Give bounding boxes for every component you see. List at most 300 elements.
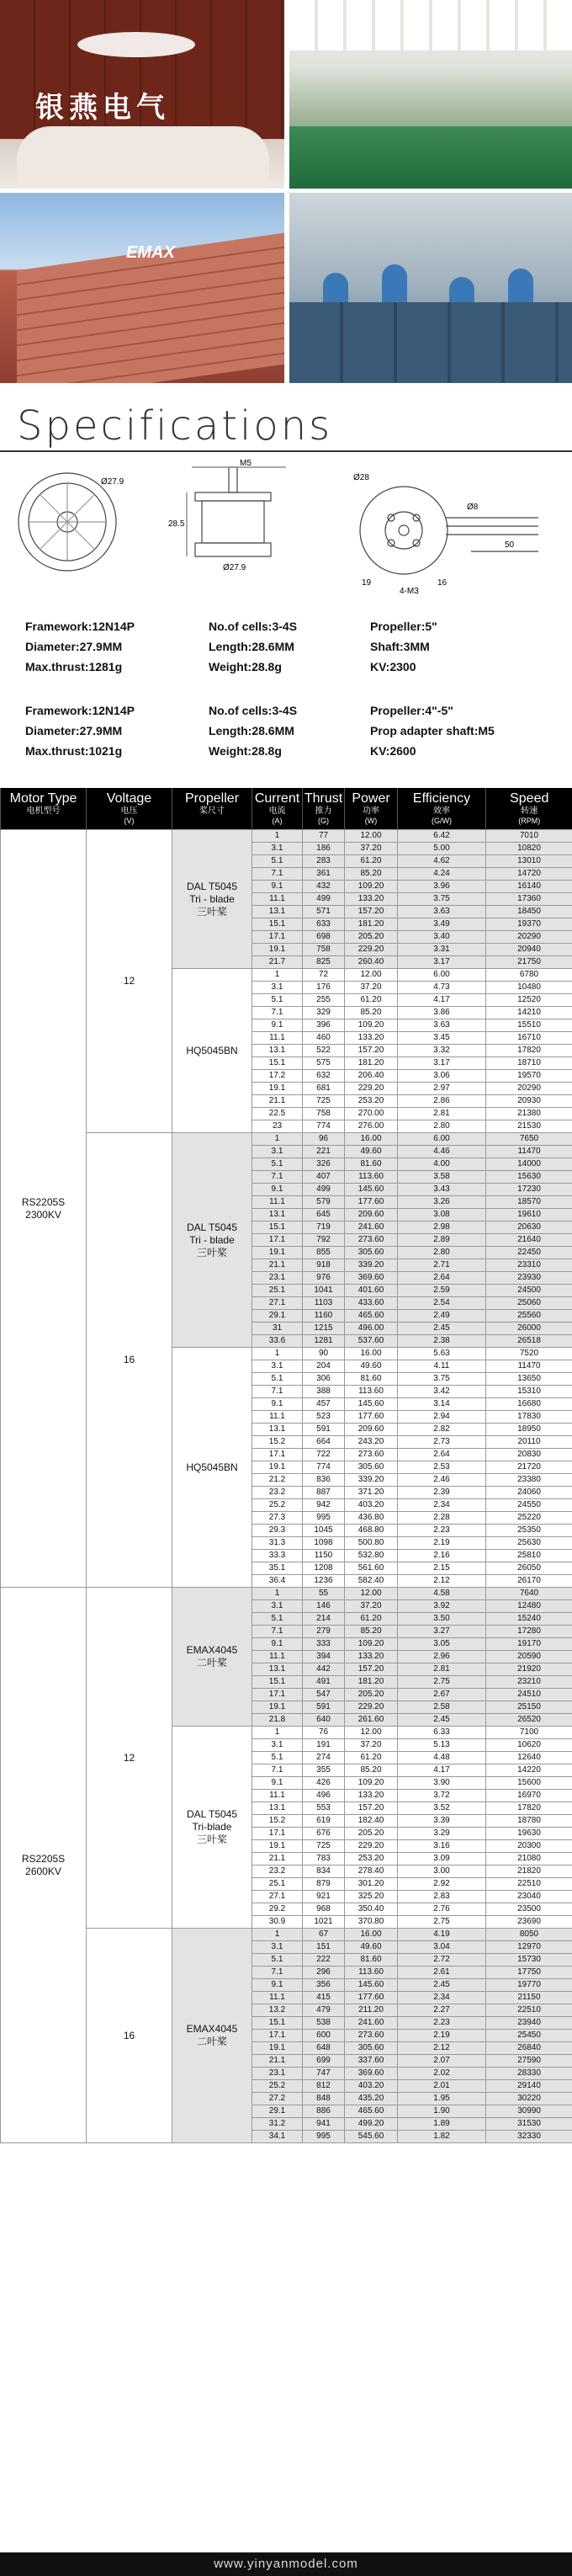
efficiency-cell: 3.90 <box>398 1777 486 1790</box>
efficiency-cell: 2.59 <box>398 1285 486 1297</box>
speed-cell: 18780 <box>486 1815 572 1828</box>
power-cell: 205.20 <box>345 1689 398 1701</box>
voltage-cell: 12 <box>87 830 172 1133</box>
current-cell: 22.5 <box>252 1108 303 1120</box>
power-cell: 81.60 <box>345 1954 398 1967</box>
spec-block-1-col3: Propeller:5" Shaft:3MM KV:2300 <box>370 620 437 673</box>
current-cell: 9.1 <box>252 1019 303 1032</box>
power-cell: 109.20 <box>345 1019 398 1032</box>
speed-cell: 20830 <box>486 1449 572 1461</box>
thrust-cell: 722 <box>303 1449 345 1461</box>
speed-cell: 29140 <box>486 2080 572 2093</box>
power-cell: 545.60 <box>345 2131 398 2143</box>
power-cell: 109.20 <box>345 1777 398 1790</box>
spec-block-2-col3: Propeller:4"-5" Prop adapter shaft:M5 KV:2600 <box>370 704 495 758</box>
efficiency-cell: 3.08 <box>398 1209 486 1221</box>
speed-cell: 10620 <box>486 1739 572 1752</box>
power-cell: 465.60 <box>345 1310 398 1323</box>
efficiency-cell: 3.31 <box>398 944 486 956</box>
current-cell: 21.8 <box>252 1714 303 1727</box>
divider <box>0 450 572 452</box>
current-cell: 15.1 <box>252 1676 303 1689</box>
efficiency-cell: 2.97 <box>398 1083 486 1095</box>
power-cell: 157.20 <box>345 1802 398 1815</box>
current-cell: 9.1 <box>252 1398 303 1411</box>
table-row <box>1 1133 572 1146</box>
thrust-cell: 329 <box>303 1007 345 1019</box>
column-header: Speed 转速 (RPM) <box>486 788 572 830</box>
power-cell: 261.60 <box>345 1714 398 1727</box>
thrust-cell: 1281 <box>303 1335 345 1348</box>
efficiency-cell: 1.82 <box>398 2131 486 2143</box>
thrust-cell: 415 <box>303 1992 345 2004</box>
efficiency-cell: 2.72 <box>398 1954 486 1967</box>
thrust-cell: 812 <box>303 2080 345 2093</box>
thrust-cell: 547 <box>303 1689 345 1701</box>
svg-text:28.5: 28.5 <box>168 519 185 529</box>
speed-cell: 14210 <box>486 1007 572 1019</box>
thrust-cell: 499 <box>303 1184 345 1196</box>
power-cell: 37.20 <box>345 1600 398 1613</box>
speed-cell: 23500 <box>486 1903 572 1916</box>
efficiency-cell: 2.75 <box>398 1676 486 1689</box>
current-cell: 23.2 <box>252 1865 303 1878</box>
efficiency-cell: 5.00 <box>398 843 486 855</box>
thrust-cell: 774 <box>303 1120 345 1133</box>
motor-bottom-view <box>19 473 116 571</box>
power-cell: 500.80 <box>345 1537 398 1550</box>
speed-cell: 13010 <box>486 855 572 868</box>
current-cell: 15.2 <box>252 1815 303 1828</box>
speed-cell: 21380 <box>486 1108 572 1120</box>
efficiency-cell: 2.02 <box>398 2068 486 2080</box>
power-cell: 177.60 <box>345 1196 398 1209</box>
efficiency-cell: 2.64 <box>398 1449 486 1461</box>
efficiency-cell: 2.58 <box>398 1701 486 1714</box>
thrust-cell: 571 <box>303 906 345 918</box>
speed-cell: 25630 <box>486 1537 572 1550</box>
current-cell: 1 <box>252 1929 303 1941</box>
efficiency-cell: 2.23 <box>398 1525 486 1537</box>
speed-cell: 7010 <box>486 830 572 843</box>
thrust-cell: 279 <box>303 1626 345 1638</box>
current-cell: 7.1 <box>252 1007 303 1019</box>
power-cell: 276.00 <box>345 1120 398 1133</box>
power-cell: 157.20 <box>345 1663 398 1676</box>
current-cell: 33.6 <box>252 1335 303 1348</box>
efficiency-cell: 2.92 <box>398 1878 486 1891</box>
power-cell: 532.80 <box>345 1550 398 1562</box>
power-cell: 465.60 <box>345 2105 398 2118</box>
efficiency-cell: 2.76 <box>398 1903 486 1916</box>
current-cell: 7.1 <box>252 1386 303 1398</box>
current-cell: 34.1 <box>252 2131 303 2143</box>
thrust-cell: 921 <box>303 1891 345 1903</box>
efficiency-cell: 2.83 <box>398 1891 486 1903</box>
current-cell: 11.1 <box>252 1032 303 1045</box>
efficiency-cell: 3.14 <box>398 1398 486 1411</box>
power-cell: 273.60 <box>345 1449 398 1461</box>
speed-cell: 7100 <box>486 1727 572 1739</box>
efficiency-cell: 2.23 <box>398 2017 486 2030</box>
workshop-photo <box>289 0 572 189</box>
speed-cell: 23040 <box>486 1891 572 1903</box>
thrust-cell: 388 <box>303 1386 345 1398</box>
current-cell: 3.1 <box>252 982 303 994</box>
current-cell: 3.1 <box>252 1146 303 1158</box>
thrust-cell: 204 <box>303 1360 345 1373</box>
current-cell: 25.2 <box>252 1499 303 1512</box>
thrust-cell: 792 <box>303 1234 345 1247</box>
efficiency-cell: 2.46 <box>398 1474 486 1487</box>
thrust-cell: 976 <box>303 1272 345 1285</box>
current-cell: 17.1 <box>252 1234 303 1247</box>
spec-block-2-col2: No.of cells:3-4S Length:28.6MM Weight:28.8g <box>209 704 298 758</box>
speed-cell: 26000 <box>486 1323 572 1335</box>
thrust-cell: 886 <box>303 2105 345 2118</box>
thrust-cell: 995 <box>303 2131 345 2143</box>
speed-cell: 16970 <box>486 1790 572 1802</box>
efficiency-cell: 2.12 <box>398 1575 486 1588</box>
speed-cell: 10480 <box>486 982 572 994</box>
svg-text:Ø8: Ø8 <box>467 503 479 512</box>
efficiency-cell: 2.34 <box>398 1499 486 1512</box>
efficiency-cell: 4.62 <box>398 855 486 868</box>
current-cell: 13.1 <box>252 906 303 918</box>
power-cell: 270.00 <box>345 1108 398 1120</box>
power-cell: 433.60 <box>345 1297 398 1310</box>
speed-cell: 23930 <box>486 1272 572 1285</box>
speed-cell: 15310 <box>486 1386 572 1398</box>
thrust-cell: 1098 <box>303 1537 345 1550</box>
current-cell: 21.1 <box>252 1095 303 1108</box>
current-cell: 11.1 <box>252 1196 303 1209</box>
efficiency-cell: 6.42 <box>398 830 486 843</box>
power-cell: 133.20 <box>345 893 398 906</box>
power-cell: 337.60 <box>345 2055 398 2068</box>
svg-text:16: 16 <box>437 578 448 588</box>
thrust-cell: 600 <box>303 2030 345 2042</box>
efficiency-cell: 5.13 <box>398 1739 486 1752</box>
efficiency-cell: 2.81 <box>398 1108 486 1120</box>
thrust-cell: 176 <box>303 982 345 994</box>
thrust-cell: 579 <box>303 1196 345 1209</box>
thrust-cell: 1021 <box>303 1916 345 1929</box>
power-cell: 145.60 <box>345 1184 398 1196</box>
thrust-cell: 326 <box>303 1158 345 1171</box>
speed-cell: 30220 <box>486 2093 572 2105</box>
power-cell: 113.60 <box>345 1967 398 1979</box>
thrust-cell: 619 <box>303 1815 345 1828</box>
thrust-cell: 633 <box>303 918 345 931</box>
efficiency-cell: 2.49 <box>398 1310 486 1323</box>
efficiency-cell: 2.01 <box>398 2080 486 2093</box>
power-cell: 278.40 <box>345 1865 398 1878</box>
speed-cell: 23380 <box>486 1474 572 1487</box>
power-cell: 37.20 <box>345 1739 398 1752</box>
power-cell: 85.20 <box>345 868 398 881</box>
current-cell: 5.1 <box>252 1158 303 1171</box>
power-cell: 16.00 <box>345 1348 398 1360</box>
speed-cell: 11470 <box>486 1360 572 1373</box>
thrust-cell: 941 <box>303 2118 345 2131</box>
current-cell: 19.1 <box>252 1461 303 1474</box>
current-cell: 1 <box>252 1133 303 1146</box>
current-cell: 25.2 <box>252 2080 303 2093</box>
current-cell: 17.1 <box>252 931 303 944</box>
thrust-cell: 648 <box>303 2042 345 2055</box>
thrust-cell: 460 <box>303 1032 345 1045</box>
power-cell: 181.20 <box>345 918 398 931</box>
propeller-cell: HQ5045BN <box>172 969 252 1133</box>
speed-cell: 26520 <box>486 1714 572 1727</box>
building-logo: EMAX <box>126 243 175 262</box>
efficiency-cell: 4.24 <box>398 868 486 881</box>
speed-cell: 14720 <box>486 868 572 881</box>
thrust-cell: 426 <box>303 1777 345 1790</box>
efficiency-cell: 2.38 <box>398 1335 486 1348</box>
speed-cell: 17820 <box>486 1802 572 1815</box>
thrust-cell: 186 <box>303 843 345 855</box>
speed-cell: 16140 <box>486 881 572 893</box>
current-cell: 5.1 <box>252 994 303 1007</box>
factory-photos <box>0 0 572 383</box>
efficiency-cell: 3.92 <box>398 1600 486 1613</box>
speed-cell: 22450 <box>486 1247 572 1259</box>
thrust-cell: 758 <box>303 944 345 956</box>
current-cell: 19.1 <box>252 1840 303 1853</box>
thrust-cell: 67 <box>303 1929 345 1941</box>
thrust-cell: 747 <box>303 2068 345 2080</box>
thrust-cell: 479 <box>303 2004 345 2017</box>
thrust-cell: 499 <box>303 893 345 906</box>
speed-cell: 15730 <box>486 1954 572 1967</box>
efficiency-cell: 2.45 <box>398 1714 486 1727</box>
power-cell: 241.60 <box>345 2017 398 2030</box>
thrust-cell: 758 <box>303 1108 345 1120</box>
power-cell: 243.20 <box>345 1436 398 1449</box>
current-cell: 33.3 <box>252 1550 303 1562</box>
current-cell: 17.2 <box>252 1070 303 1083</box>
current-cell: 3.1 <box>252 843 303 855</box>
efficiency-cell: 3.16 <box>398 1840 486 1853</box>
power-cell: 16.00 <box>345 1929 398 1941</box>
column-header: Propeller 桨尺寸 <box>172 788 252 830</box>
power-cell: 253.20 <box>345 1853 398 1865</box>
power-cell: 229.20 <box>345 1083 398 1095</box>
efficiency-cell: 3.96 <box>398 881 486 893</box>
thrust-cell: 221 <box>303 1146 345 1158</box>
thrust-cell: 664 <box>303 1436 345 1449</box>
column-header: Efficiency 效率 (G/W) <box>398 788 486 830</box>
thrust-cell: 442 <box>303 1663 345 1676</box>
power-cell: 61.20 <box>345 1613 398 1626</box>
thrust-cell: 1215 <box>303 1323 345 1335</box>
thrust-cell: 719 <box>303 1221 345 1234</box>
current-cell: 31.2 <box>252 2118 303 2131</box>
speed-cell: 20930 <box>486 1095 572 1108</box>
power-cell: 145.60 <box>345 1979 398 1992</box>
power-cell: 403.20 <box>345 2080 398 2093</box>
speed-cell: 12640 <box>486 1752 572 1764</box>
current-cell: 9.1 <box>252 1184 303 1196</box>
speed-cell: 20590 <box>486 1651 572 1663</box>
current-cell: 29.2 <box>252 1903 303 1916</box>
power-cell: 182.40 <box>345 1815 398 1828</box>
power-cell: 273.60 <box>345 1234 398 1247</box>
current-cell: 35.1 <box>252 1562 303 1575</box>
power-cell: 537.60 <box>345 1335 398 1348</box>
speed-cell: 31530 <box>486 2118 572 2131</box>
thrust-cell: 825 <box>303 956 345 969</box>
thrust-cell: 995 <box>303 1512 345 1525</box>
table-row <box>1 1588 572 1600</box>
current-cell: 21.1 <box>252 1259 303 1272</box>
efficiency-cell: 3.43 <box>398 1184 486 1196</box>
power-cell: 211.20 <box>345 2004 398 2017</box>
power-cell: 85.20 <box>345 1764 398 1777</box>
efficiency-cell: 3.17 <box>398 956 486 969</box>
efficiency-cell: 2.45 <box>398 1323 486 1335</box>
efficiency-cell: 2.15 <box>398 1562 486 1575</box>
speed-cell: 18950 <box>486 1424 572 1436</box>
spec-block-1-col1: Framework:12N14P Diameter:27.9MM Max.thrust:1281g <box>25 620 135 673</box>
current-cell: 36.4 <box>252 1575 303 1588</box>
current-cell: 13.1 <box>252 1424 303 1436</box>
speed-cell: 23690 <box>486 1916 572 1929</box>
speed-cell: 19630 <box>486 1828 572 1840</box>
efficiency-cell: 3.50 <box>398 1613 486 1626</box>
efficiency-cell: 2.34 <box>398 1992 486 2004</box>
current-cell: 1 <box>252 1348 303 1360</box>
current-cell: 23.1 <box>252 2068 303 2080</box>
power-cell: 85.20 <box>345 1007 398 1019</box>
thrust-cell: 1150 <box>303 1550 345 1562</box>
efficiency-cell: 2.82 <box>398 1424 486 1436</box>
table-header <box>1 788 572 830</box>
current-cell: 1 <box>252 830 303 843</box>
efficiency-cell: 2.80 <box>398 1120 486 1133</box>
power-cell: 350.40 <box>345 1903 398 1916</box>
speed-cell: 12970 <box>486 1941 572 1954</box>
speed-cell: 18570 <box>486 1196 572 1209</box>
efficiency-cell: 3.52 <box>398 1802 486 1815</box>
thrust-cell: 255 <box>303 994 345 1007</box>
current-cell: 3.1 <box>252 1360 303 1373</box>
speed-cell: 12520 <box>486 994 572 1007</box>
thrust-cell: 887 <box>303 1487 345 1499</box>
efficiency-cell: 3.75 <box>398 1373 486 1386</box>
column-header: Thrust 推力 (G) <box>303 788 345 830</box>
efficiency-cell: 2.71 <box>398 1259 486 1272</box>
power-cell: 229.20 <box>345 1840 398 1853</box>
efficiency-cell: 4.73 <box>398 982 486 994</box>
svg-text:4-M3: 4-M3 <box>400 587 419 596</box>
current-cell: 29.1 <box>252 2105 303 2118</box>
speed-cell: 19570 <box>486 1070 572 1083</box>
current-cell: 7.1 <box>252 1171 303 1184</box>
thrust-cell: 918 <box>303 1259 345 1272</box>
speed-cell: 26050 <box>486 1562 572 1575</box>
power-cell: 369.60 <box>345 2068 398 2080</box>
motor-type-cell: RS2205S 2300KV <box>1 830 87 1588</box>
power-cell: 49.60 <box>345 1360 398 1373</box>
thrust-cell: 1160 <box>303 1310 345 1323</box>
efficiency-cell: 2.53 <box>398 1461 486 1474</box>
speed-cell: 19170 <box>486 1638 572 1651</box>
power-cell: 133.20 <box>345 1651 398 1663</box>
propeller-cell: HQ5045BN <box>172 1348 252 1588</box>
specifications-heading: Specifications <box>17 402 333 450</box>
power-cell: 37.20 <box>345 843 398 855</box>
efficiency-cell: 2.94 <box>398 1411 486 1424</box>
current-cell: 11.1 <box>252 1790 303 1802</box>
motor-drawings <box>0 459 572 602</box>
speed-cell: 13650 <box>486 1373 572 1386</box>
thrust-cell: 333 <box>303 1638 345 1651</box>
speed-cell: 21150 <box>486 1992 572 2004</box>
power-cell: 305.60 <box>345 1461 398 1474</box>
current-cell: 13.1 <box>252 1045 303 1057</box>
current-cell: 7.1 <box>252 1764 303 1777</box>
efficiency-cell: 3.45 <box>398 1032 486 1045</box>
current-cell: 13.1 <box>252 1802 303 1815</box>
building-photo <box>0 193 284 383</box>
current-cell: 15.1 <box>252 1221 303 1234</box>
thrust-cell: 407 <box>303 1171 345 1184</box>
speed-cell: 23210 <box>486 1676 572 1689</box>
power-cell: 339.20 <box>345 1474 398 1487</box>
current-cell: 17.1 <box>252 1449 303 1461</box>
efficiency-cell: 3.40 <box>398 931 486 944</box>
thrust-cell: 151 <box>303 1941 345 1954</box>
power-cell: 157.20 <box>345 906 398 918</box>
efficiency-cell: 3.26 <box>398 1196 486 1209</box>
power-cell: 81.60 <box>345 1373 398 1386</box>
efficiency-cell: 2.19 <box>398 1537 486 1550</box>
speed-cell: 25060 <box>486 1297 572 1310</box>
efficiency-cell: 2.98 <box>398 1221 486 1234</box>
speed-cell: 32330 <box>486 2131 572 2143</box>
speed-cell: 19610 <box>486 1209 572 1221</box>
power-cell: 109.20 <box>345 881 398 893</box>
efficiency-cell: 6.00 <box>398 969 486 982</box>
power-cell: 260.40 <box>345 956 398 969</box>
speed-cell: 21720 <box>486 1461 572 1474</box>
thrust-cell: 96 <box>303 1133 345 1146</box>
speed-cell: 10820 <box>486 843 572 855</box>
current-cell: 13.2 <box>252 2004 303 2017</box>
speed-cell: 26170 <box>486 1575 572 1588</box>
efficiency-cell: 3.63 <box>398 906 486 918</box>
thrust-cell: 491 <box>303 1676 345 1689</box>
current-cell: 5.1 <box>252 1373 303 1386</box>
current-cell: 21.2 <box>252 1474 303 1487</box>
efficiency-cell: 2.67 <box>398 1689 486 1701</box>
speed-cell: 26518 <box>486 1335 572 1348</box>
power-cell: 499.20 <box>345 2118 398 2131</box>
efficiency-cell: 1.90 <box>398 2105 486 2118</box>
current-cell: 30.9 <box>252 1916 303 1929</box>
thrust-cell: 725 <box>303 1840 345 1853</box>
current-cell: 9.1 <box>252 1777 303 1790</box>
current-cell: 5.1 <box>252 855 303 868</box>
speed-cell: 23940 <box>486 2017 572 2030</box>
speed-cell: 21640 <box>486 1234 572 1247</box>
power-cell: 61.20 <box>345 994 398 1007</box>
speed-cell: 24550 <box>486 1499 572 1512</box>
efficiency-cell: 4.58 <box>398 1588 486 1600</box>
